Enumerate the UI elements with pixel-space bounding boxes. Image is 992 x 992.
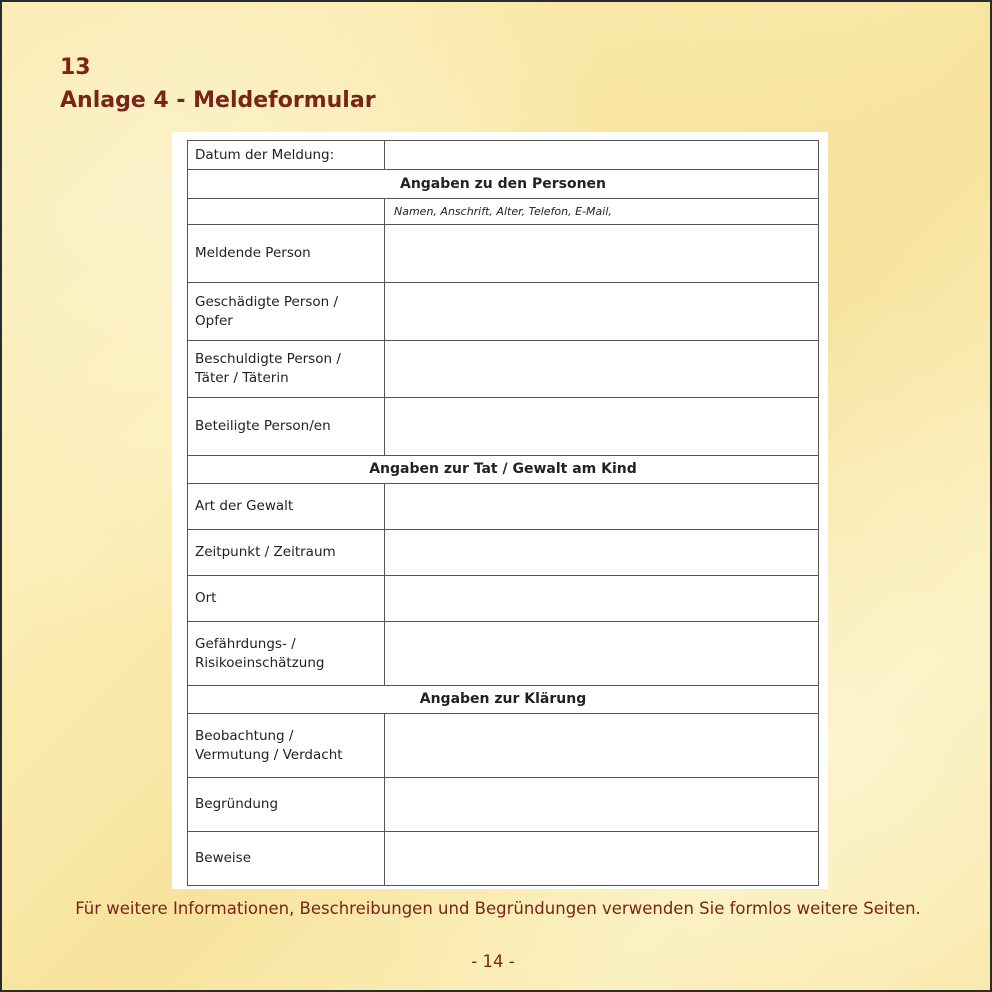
injured-person-field[interactable]: [385, 283, 819, 341]
form-row-persons-hint: [188, 199, 819, 225]
violence-type-field[interactable]: [385, 484, 819, 530]
accused-person-label: Beschuldigte Person / Täter / Täterin: [188, 341, 385, 398]
form-row-reporting-person: [188, 225, 819, 283]
involved-persons-field[interactable]: [385, 398, 819, 456]
form-row-date: [188, 141, 819, 170]
section-heading-act: Angaben zur Tat / Gewalt am Kind: [188, 456, 819, 484]
footer-note: Für weitere Informationen, Beschreibungen und Begründungen verwenden Sie formlos weitere Seiten.: [75, 899, 921, 918]
page-number: - 14 -: [471, 952, 515, 971]
evidence-label: Beweise: [188, 832, 385, 886]
date-field[interactable]: [385, 141, 819, 170]
form-row-violence-type: [188, 484, 819, 530]
observation-field[interactable]: [385, 714, 819, 778]
form-row-reasoning: [188, 778, 819, 832]
reasoning-label: Begründung: [188, 778, 385, 832]
form-row-involved-persons: [188, 398, 819, 456]
reporting-person-field[interactable]: [385, 225, 819, 283]
location-label: Ort: [188, 576, 385, 622]
accused-person-field[interactable]: [385, 341, 819, 398]
report-form-sheet: [172, 132, 828, 889]
time-period-label: Zeitpunkt / Zeitraum: [188, 530, 385, 576]
form-row-accused-person: [188, 341, 819, 398]
section-heading-persons: Angaben zu den Personen: [188, 170, 819, 199]
form-row-section-persons: [188, 170, 819, 199]
evidence-field[interactable]: [385, 832, 819, 886]
violence-type-label: Art der Gewalt: [188, 484, 385, 530]
chapter-title: Anlage 4 - Meldeformular: [60, 88, 376, 113]
form-row-location: [188, 576, 819, 622]
form-row-section-act: [188, 456, 819, 484]
involved-persons-label: Beteiligte Person/en: [188, 398, 385, 456]
form-row-observation: [188, 714, 819, 778]
reporting-person-label: Meldende Person: [188, 225, 385, 283]
section-heading-clarification: Angaben zur Klärung: [188, 686, 819, 714]
observation-label: Beobachtung / Vermutung / Verdacht: [188, 714, 385, 778]
persons-hint: Namen, Anschrift, Alter, Telefon, E-Mail,: [385, 199, 819, 225]
form-row-risk: [188, 622, 819, 686]
form-row-evidence: [188, 832, 819, 886]
location-field[interactable]: [385, 576, 819, 622]
report-form-table: [187, 140, 819, 886]
time-period-field[interactable]: [385, 530, 819, 576]
risk-assessment-field[interactable]: [385, 622, 819, 686]
form-row-section-clarification: [188, 686, 819, 714]
form-row-injured-person: [188, 283, 819, 341]
empty-label-cell: [188, 199, 385, 225]
form-row-time-period: [188, 530, 819, 576]
date-label: Datum der Meldung:: [188, 141, 385, 170]
chapter-number: 13: [60, 55, 91, 80]
reasoning-field[interactable]: [385, 778, 819, 832]
injured-person-label: Geschädigte Person / Opfer: [188, 283, 385, 341]
risk-assessment-label: Gefährdungs- / Risikoeinschätzung: [188, 622, 385, 686]
